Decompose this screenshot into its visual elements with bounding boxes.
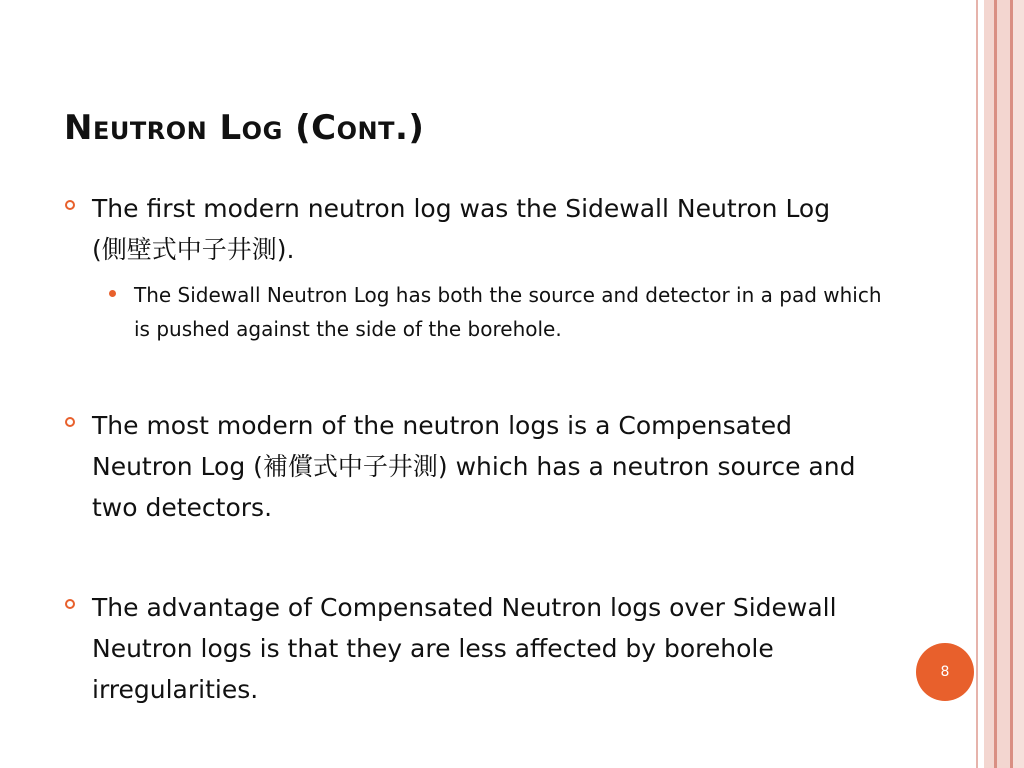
circle-bullet-icon (65, 599, 75, 609)
bullet-text: The most modern of the neutron logs is a Compensated Neutron Log (補償式中子井測) which has a neutron source and two detectors. (92, 411, 856, 522)
decorative-stripe (976, 0, 978, 768)
circle-bullet-icon (65, 417, 75, 427)
decorative-stripe (997, 0, 1010, 768)
dot-bullet-icon (109, 290, 116, 297)
sub-bullet-item (134, 278, 894, 346)
decorative-stripe (984, 0, 994, 768)
bullet-item (92, 188, 872, 270)
page-number-badge: 8 (916, 643, 974, 701)
decorative-stripe (1013, 0, 1024, 768)
sub-bullet-text: The Sidewall Neutron Log has both the source and detector in a pad which is pushed against the side of the borehole. (134, 283, 882, 341)
slide-title: Neutron Log (Cont.) (64, 108, 425, 148)
bullet-item (92, 587, 872, 710)
circle-bullet-icon (65, 200, 75, 210)
bullet-text: The first modern neutron log was the Sidewall Neutron Log (側壁式中子井測). (92, 194, 831, 264)
bullet-text: The advantage of Compensated Neutron logs over Sidewall Neutron logs is that they are less affected by borehole irregularities. (92, 593, 837, 704)
bullet-item (92, 405, 872, 528)
